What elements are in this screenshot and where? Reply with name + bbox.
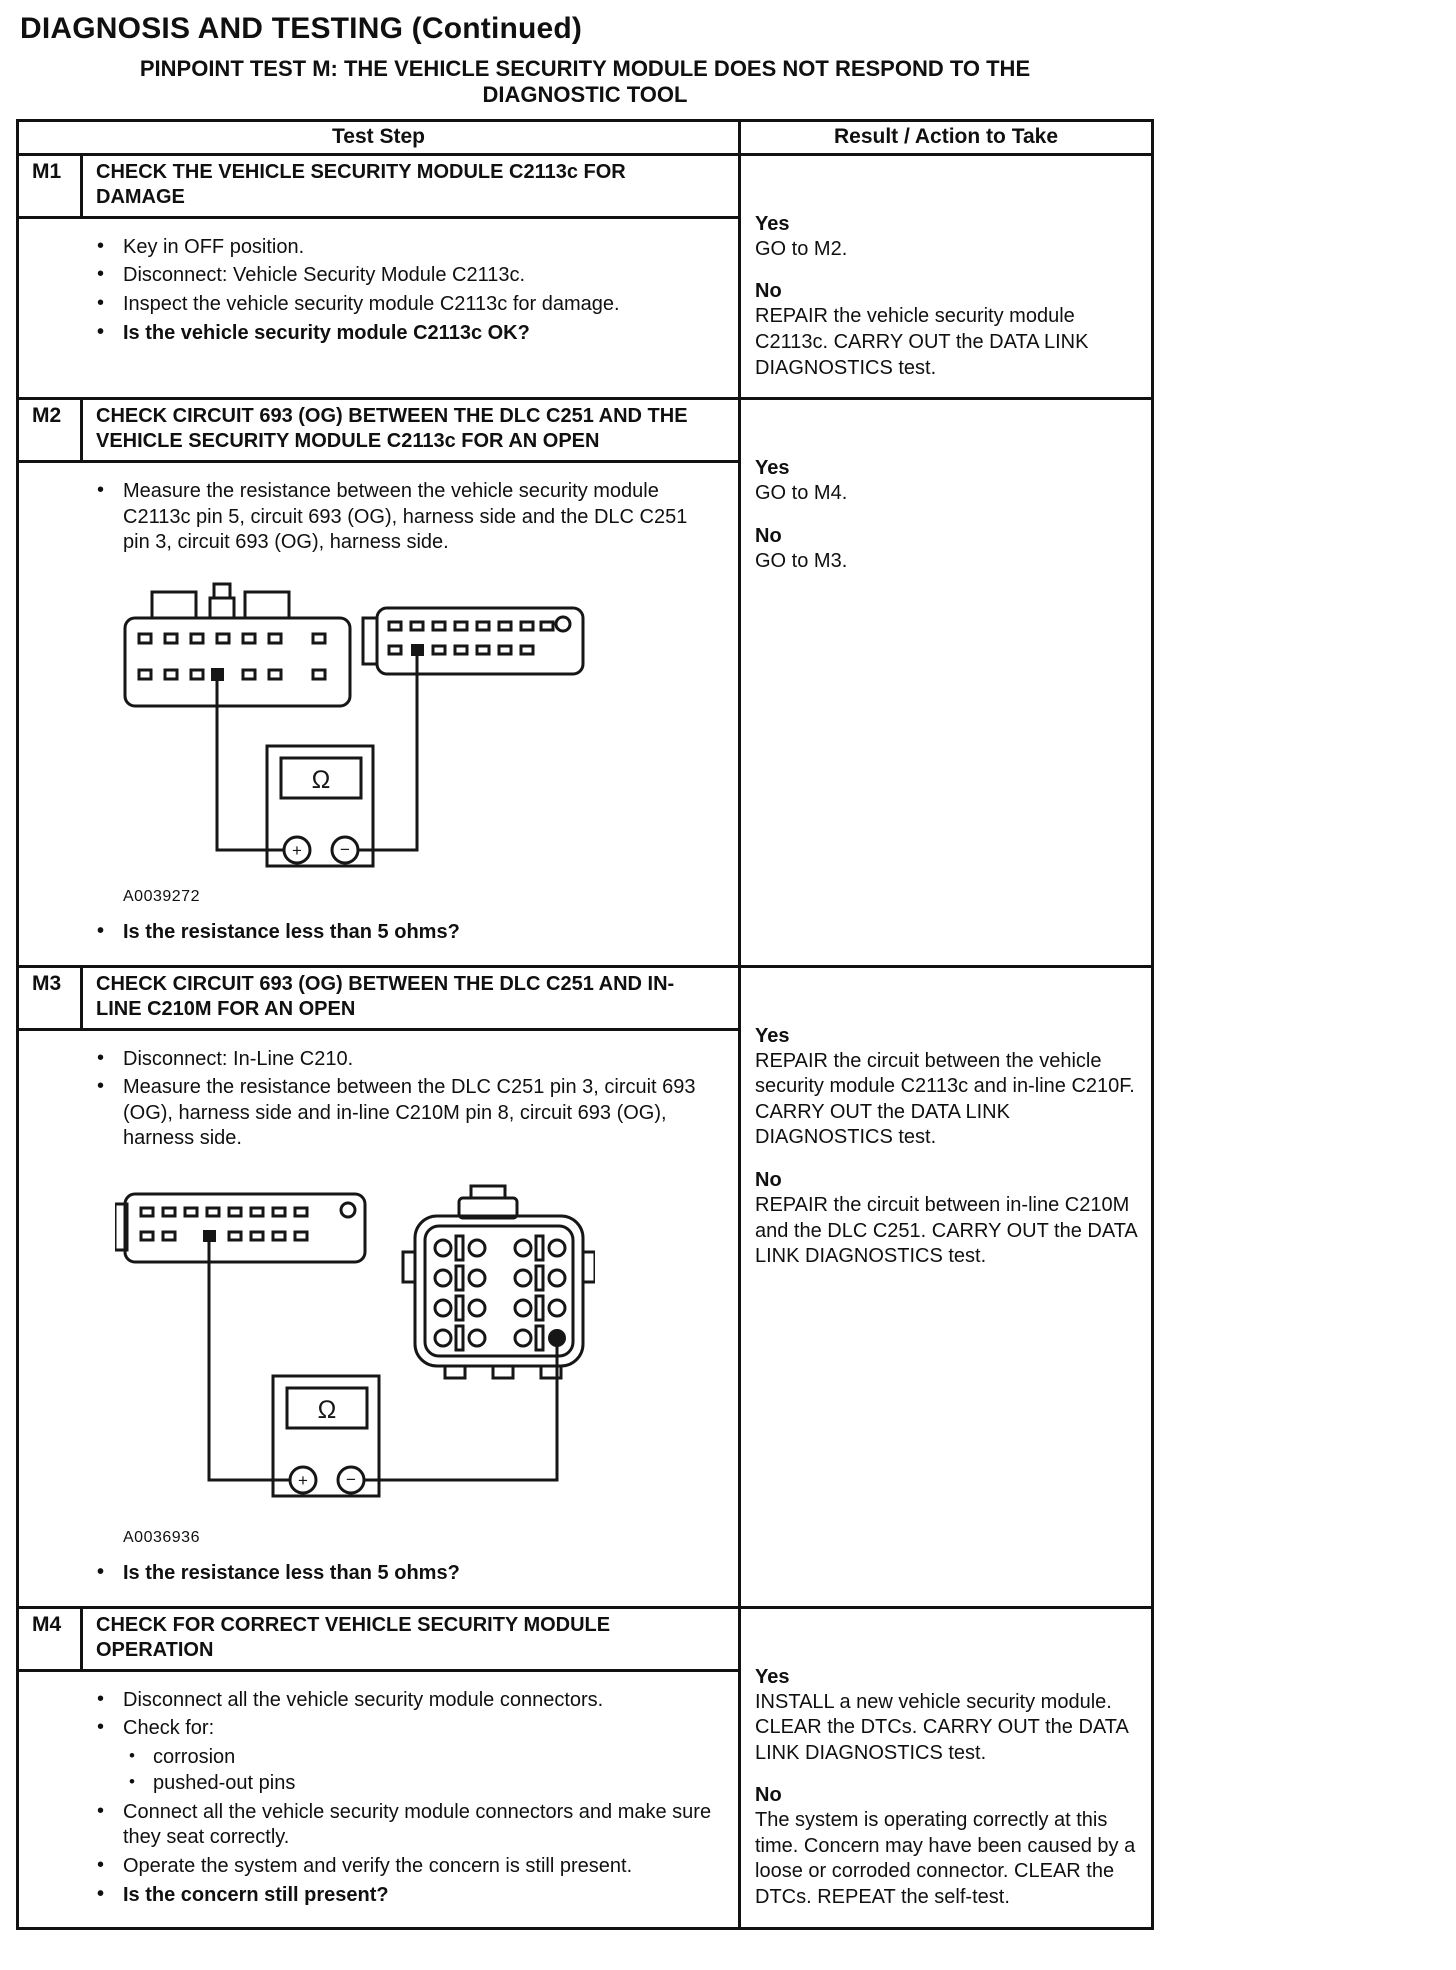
result-label: No: [755, 1784, 782, 1807]
test-step-title: CHECK CIRCUIT 693 (OG) BETWEEN THE DLC C251 AND IN-LINE C210M FOR AN OPEN: [96, 972, 675, 1020]
instruction: • Inspect the vehicle security module C2113c for damage.: [19, 292, 718, 318]
instruction: • Measure the resistance between the vehicle security module C2113c pin 5, circuit 693 (OG), harness side and the DLC C251 pin 3, circuit 693 (OG), harness side.: [19, 479, 718, 556]
plus-label: +: [298, 1470, 308, 1490]
test-step-id: M4: [19, 1609, 83, 1669]
test-step-title: CHECK THE VEHICLE SECURITY MODULE C2113c FOR DAMAGE: [96, 160, 626, 208]
result-yes: [755, 1024, 1143, 1151]
result-cell-m4: [741, 1609, 1151, 1928]
test-step-id: M1: [19, 156, 83, 216]
test-row-m2: [19, 397, 1151, 964]
wiring-figure-m2: [115, 578, 718, 906]
instruction: • Operate the system and verify the concern is still present.: [19, 1854, 718, 1880]
test-step-cell-m4: [19, 1609, 741, 1928]
question-list: [19, 920, 718, 946]
test-row-m4: [19, 1606, 1151, 1928]
test-step-title: CHECK CIRCUIT 693 (OG) BETWEEN THE DLC C251 AND THE VEHICLE SECURITY MODULE C2113c FOR AN OPEN: [96, 405, 688, 453]
minus-label: −: [340, 839, 350, 859]
result-text: The system is operating correctly at this time. Concern may have been caused by a loose or corroded connector. CLEAR the DTCs. REPEAT the self-test.: [755, 1809, 1136, 1909]
instruction-list: [19, 479, 718, 556]
result-text: GO to M2.: [755, 237, 848, 260]
dlc-connector-c251-diagram: [363, 608, 583, 674]
test-step-header-m4: [19, 1609, 738, 1672]
sub-instruction: • pushed-out pins: [19, 1771, 718, 1797]
result-yes: [755, 212, 1143, 263]
resistance-test-diagram-m3: [115, 1174, 595, 1519]
question: • Is the resistance less than 5 ohms?: [19, 920, 718, 946]
result-label: Yes: [755, 1665, 790, 1688]
test-row-m3: [19, 965, 1151, 1606]
result-cell-m1: [741, 156, 1151, 397]
instruction: • Disconnect all the vehicle security module connectors.: [19, 1688, 718, 1714]
question: • Is the resistance less than 5 ohms?: [19, 1561, 718, 1587]
test-step-body-m3: [19, 1031, 738, 1606]
result-text: REPAIR the circuit between in-line C210M and the DLC C251. CARRY OUT the DATA LINK DIAGNOSTICS test.: [755, 1193, 1137, 1268]
instruction: • Measure the resistance between the DLC C251 pin 3, circuit 693 (OG), harness side and in-line C210M pin 8, circuit 693 (OG), harness side.: [19, 1075, 718, 1152]
table-header-row: [19, 122, 1151, 156]
test-step-body-m1: [19, 219, 738, 365]
resistance-test-diagram-m2: [115, 578, 595, 878]
result-label: Yes: [755, 457, 790, 480]
result-label: Yes: [755, 1024, 790, 1047]
result-label: Yes: [755, 212, 790, 235]
question: • Is the vehicle security module C2113c OK?: [19, 321, 718, 347]
result-no: [755, 1168, 1143, 1270]
result-text: REPAIR the circuit between the vehicle security module C2113c and in-line C210F. CARRY OUT the DATA LINK DIAGNOSTICS test.: [755, 1049, 1135, 1149]
test-step-header-m1: [19, 156, 738, 219]
sub-instruction: • corrosion: [19, 1745, 718, 1771]
test-lead-wire-right: [358, 654, 417, 850]
result-text: GO to M4.: [755, 482, 848, 505]
result-no: [755, 524, 1143, 575]
test-step-header-m3: [19, 968, 738, 1031]
result-cell-m2: [741, 400, 1151, 964]
result-text: REPAIR the vehicle security module C2113c. CARRY OUT the DATA LINK DIAGNOSTICS test.: [755, 305, 1089, 379]
instruction: • Disconnect: Vehicle Security Module C2113c.: [19, 263, 718, 289]
test-step-title: CHECK FOR CORRECT VEHICLE SECURITY MODULE OPERATION: [96, 1613, 611, 1661]
column-header-test-step: Test Step: [19, 122, 741, 153]
result-label: No: [755, 1168, 782, 1191]
subtitle-wrap: [16, 56, 1154, 109]
instruction-list: [19, 1688, 718, 1909]
ohm-symbol: Ω: [317, 1395, 337, 1424]
instruction: • Connect all the vehicle security module connectors and make sure they seat correctly.: [19, 1800, 718, 1851]
result-yes: [755, 456, 1143, 507]
ohm-symbol: Ω: [311, 765, 331, 794]
question-list: [19, 1561, 718, 1587]
inline-connector-c210m-diagram: [403, 1186, 595, 1378]
result-no: [755, 279, 1143, 381]
pinpoint-test-title: PINPOINT TEST M: THE VEHICLE SECURITY MODULE DOES NOT RESPOND TO THE DIAGNOSTIC TOOL: [139, 56, 1031, 108]
result-label: No: [755, 280, 782, 303]
figure-code: A0039272: [123, 887, 200, 905]
test-step-cell-m2: [19, 400, 741, 964]
ohmmeter-icon: [267, 746, 373, 866]
test-step-cell-m3: [19, 968, 741, 1606]
instruction: • Check for:: [19, 1716, 718, 1742]
figure-code: A0036936: [123, 1528, 200, 1546]
pinpoint-test-table: [16, 119, 1154, 1930]
wiring-figure-m3: [115, 1174, 718, 1547]
test-row-m1: [19, 156, 1151, 397]
test-step-body-m2: [19, 463, 738, 964]
test-lead-wire-left: [217, 678, 284, 850]
result-label: No: [755, 524, 782, 547]
plus-label: +: [292, 840, 302, 860]
instruction: • Disconnect: In-Line C210.: [19, 1047, 718, 1073]
test-lead-wire-left: [209, 1240, 290, 1480]
test-step-header-m2: [19, 400, 738, 463]
instruction: • Key in OFF position.: [19, 235, 718, 261]
result-no: [755, 1783, 1143, 1910]
test-step-cell-m1: [19, 156, 741, 397]
page-title: DIAGNOSIS AND TESTING (Continued): [20, 12, 583, 45]
column-header-result: Result / Action to Take: [833, 124, 1059, 148]
test-step-body-m4: [19, 1672, 738, 1928]
result-yes: [755, 1665, 1143, 1767]
ohmmeter-icon: [273, 1376, 379, 1496]
instruction-list: [19, 1047, 718, 1152]
pin-grid: [435, 1236, 566, 1350]
instruction-list: [19, 235, 718, 346]
test-step-id: M3: [19, 968, 83, 1028]
result-text: INSTALL a new vehicle security module. CLEAR the DTCs. CARRY OUT the DATA LINK DIAGNOSTICS test.: [755, 1690, 1128, 1764]
probed-pin-8: [548, 1329, 566, 1347]
test-step-id: M2: [19, 400, 83, 460]
minus-label: −: [346, 1469, 356, 1489]
result-text: GO to M3.: [755, 549, 848, 572]
result-cell-m3: [741, 968, 1151, 1606]
question: • Is the concern still present?: [19, 1883, 718, 1909]
dlc-connector-c251-diagram: [115, 1194, 365, 1262]
vsm-connector-c2113c-diagram: [125, 584, 350, 706]
